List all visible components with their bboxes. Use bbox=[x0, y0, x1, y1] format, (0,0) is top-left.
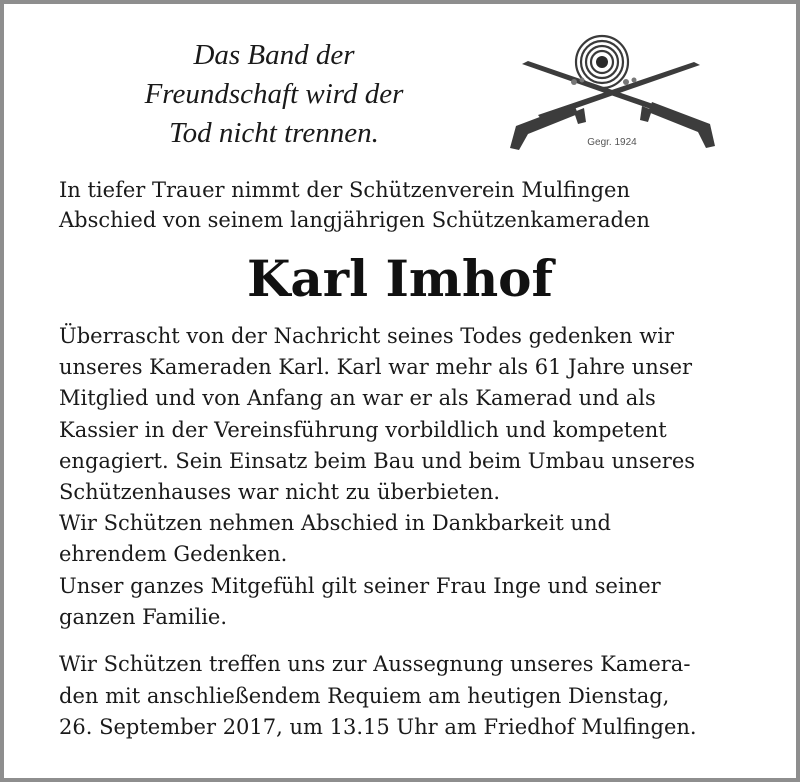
funeral-line: den mit anschließendem Requiem am heutigen Dienstag, bbox=[59, 683, 670, 708]
club-emblem bbox=[502, 24, 722, 164]
tribute-line: engagiert. Sein Einsatz beim Bau und beim Umbau unseres bbox=[59, 448, 696, 473]
intro-text bbox=[59, 175, 650, 235]
tribute-line: Unser ganzes Mitgefühl gilt seiner Frau Inge und seiner bbox=[59, 573, 661, 598]
tribute-line: Überrascht von der Nachricht seines Todes gedenken wir bbox=[59, 324, 674, 348]
tribute-line: ehrendem Gedenken. bbox=[59, 542, 288, 567]
tribute-line: Kassier in der Vereinsführung vorbildlich und kompetent bbox=[59, 417, 667, 442]
funeral-line: 26. September 2017, um 13.15 Uhr am Friedhof Mulfingen. bbox=[59, 715, 697, 739]
deceased-name: Karl Imhof bbox=[246, 249, 554, 308]
tribute-line: Wir Schützen nehmen Abschied in Dankbarkeit und bbox=[59, 511, 611, 536]
quote-line: Das Band der bbox=[193, 39, 355, 71]
memorial-quote bbox=[104, 36, 444, 153]
intro-line: Abschied von seinem langjährigen Schützenkameraden bbox=[59, 208, 650, 232]
tribute-line: ganzen Familie. bbox=[59, 604, 228, 629]
tribute-line: Mitglied und von Anfang an war er als Kamerad und als bbox=[59, 386, 656, 411]
tribute-line: unseres Kameraden Karl. Karl war mehr als 61 Jahre unser bbox=[59, 355, 693, 380]
intro-line: In tiefer Trauer nimmt der Schützenverein Mulfingen bbox=[59, 178, 630, 202]
funeral-line: Wir Schützen treffen uns zur Aussegnung unseres Kamera- bbox=[59, 652, 691, 676]
tribute-line: Schützenhauses war nicht zu überbieten. bbox=[59, 480, 501, 505]
funeral-details bbox=[59, 649, 697, 744]
quote-line: Tod nicht trennen. bbox=[169, 117, 379, 149]
quote-line: Freundschaft wird der bbox=[144, 78, 404, 110]
tribute-text bbox=[59, 321, 695, 633]
emblem-caption: Gegr. 1924 bbox=[587, 137, 637, 148]
